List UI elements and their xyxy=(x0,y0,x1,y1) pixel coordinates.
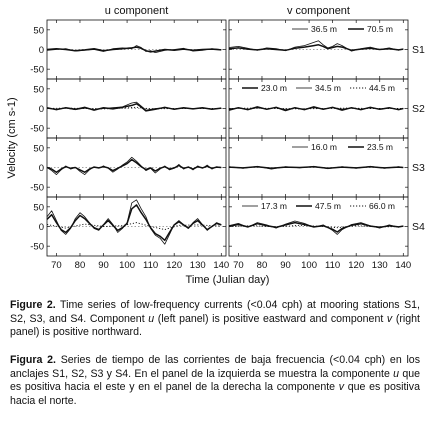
x-tick-label: 70 xyxy=(233,260,244,271)
x-tick-label: 100 xyxy=(119,260,136,271)
caption-english-text-3: (right panel) is positive northward. xyxy=(10,312,420,339)
y-tick-label: 0 xyxy=(38,104,44,115)
station-label-s2: S2 xyxy=(412,103,425,115)
x-tick-label: 130 xyxy=(371,260,388,271)
x-tick-label: 130 xyxy=(189,260,206,271)
x-tick-label: 80 xyxy=(256,260,268,271)
x-tick-label: 80 xyxy=(74,260,86,271)
series-line-s1-u-1 xyxy=(47,46,221,53)
caption-spanish-text-3: que es positiva hacia el norte. xyxy=(10,381,420,407)
x-tick-label: 110 xyxy=(143,260,159,271)
caption-spanish-label: Figura 2. xyxy=(10,354,56,366)
x-tick-label: 110 xyxy=(325,260,341,271)
x-tick-label: 140 xyxy=(213,260,230,271)
caption-spanish-text-2: que es positiva hacia el este y en el panel de la derecha la componente xyxy=(10,367,420,394)
caption-english-text-1: Time series of low-frequency currents (<0.04 cph) at mooring stations S1, S2, S3, and S4. Component xyxy=(10,299,420,325)
station-label-s3: S3 xyxy=(412,162,425,174)
station-label-s4: S4 xyxy=(412,221,425,233)
series-line-s3-v-2 xyxy=(229,167,403,169)
y-axis-label: Velocity (cm s-1) xyxy=(6,97,18,179)
y-tick-label: -50 xyxy=(30,123,44,135)
y-tick-label: 50 xyxy=(33,84,44,96)
column-title-u: u component xyxy=(104,5,169,17)
y-tick-label: -50 xyxy=(30,182,44,194)
series-line-s4-u-2 xyxy=(47,205,221,240)
legend-label-s2: 44.5 m xyxy=(369,83,395,93)
x-tick-label: 90 xyxy=(280,260,291,271)
x-tick-label: 120 xyxy=(348,260,365,271)
y-tick-label: 0 xyxy=(38,222,44,233)
series-line-s3-u-1 xyxy=(47,157,221,174)
x-tick-label: 140 xyxy=(395,260,412,271)
legend-label-s4: 47.5 m xyxy=(315,201,341,211)
legend-label-s3: 23.5 m xyxy=(367,142,393,152)
legend-label-s1: 70.5 m xyxy=(367,24,393,34)
legend-label-s1: 36.5 m xyxy=(311,24,337,34)
caption-spanish-text-1: Series de tiempo de las corrientes de baja frecuencia (<0.04 cph) en los anclajes S1, S2, S3 y S4. En el panel de la izquierda se muestra la componente xyxy=(10,354,420,380)
y-tick-label: -50 xyxy=(30,241,44,253)
caption-spanish xyxy=(10,354,420,408)
legend-label-s2: 23.0 m xyxy=(261,83,287,93)
caption-english-text-2: (left panel) is positive eastward and component xyxy=(154,312,387,325)
series-line-s3-u-2 xyxy=(47,160,221,173)
series-line-s4-v-2 xyxy=(229,223,403,232)
caption-english-v-variable: v xyxy=(386,312,393,325)
x-tick-label: 70 xyxy=(51,260,62,271)
y-tick-label: 50 xyxy=(33,202,44,214)
legend-label-s3: 16.0 m xyxy=(311,142,337,152)
x-tick-label: 120 xyxy=(166,260,183,271)
x-tick-label: 90 xyxy=(98,260,109,271)
caption-spanish-u-variable: u xyxy=(393,367,400,380)
y-tick-label: 0 xyxy=(38,45,44,56)
y-tick-label: -50 xyxy=(30,64,44,76)
x-axis-label: Time (Julian day) xyxy=(185,274,270,286)
x-tick-label: 100 xyxy=(301,260,318,271)
legend-label-s4: 17.3 m xyxy=(261,201,287,211)
caption-english-u-variable: u xyxy=(148,312,155,325)
legend-label-s4: 66.0 m xyxy=(369,201,395,211)
station-label-s1: S1 xyxy=(412,44,425,56)
legend-label-s2: 34.5 m xyxy=(315,83,341,93)
caption-english-label: Figure 2. xyxy=(10,299,56,311)
caption-english xyxy=(10,299,420,340)
caption-spanish-v-variable: v xyxy=(338,381,345,394)
y-tick-label: 0 xyxy=(38,163,44,174)
y-tick-label: 50 xyxy=(33,143,44,155)
column-title-v: v component xyxy=(287,5,350,17)
series-line-s1-v-2 xyxy=(229,45,403,51)
y-tick-label: 50 xyxy=(33,25,44,37)
